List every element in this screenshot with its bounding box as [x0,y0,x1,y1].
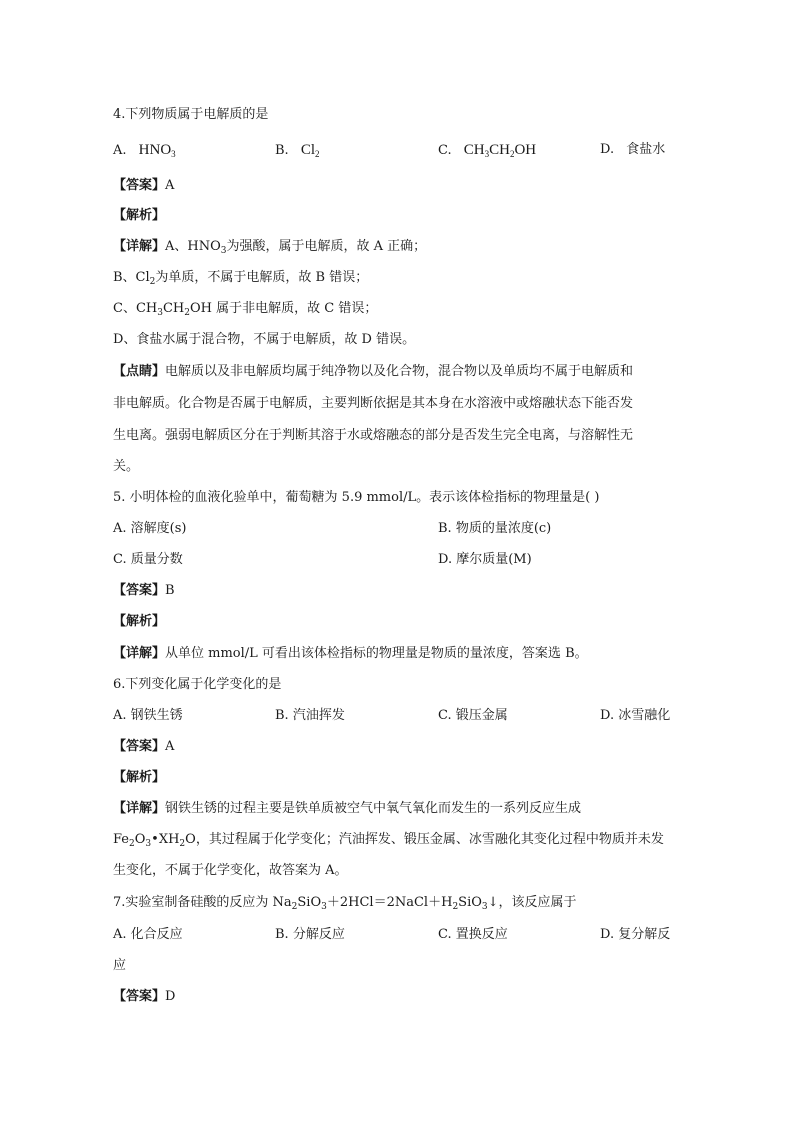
q5-option-d: D. 摩尔质量(M) [438,552,532,567]
q7-option-a: A. 化合反应 [113,927,183,942]
q7-option-d-wrap: 应 [113,958,127,973]
detail-tag: 【详解】 [113,239,166,254]
q4-detail-1: 【详解】A、$HNO_3$为强酸，属于电解质，故 A 正确； [113,239,427,256]
answer-value: A [165,739,175,754]
q6-detail-3: 生变化，不属于化学变化，故答案为 A。 [113,863,348,878]
q6-analysis-tag: 【解析】 [113,770,166,785]
q4-option-b-letter: B. [275,143,289,158]
detail-tag: 【详解】 [113,801,166,816]
answer-value: A [165,178,175,193]
q4-option-b [275,140,320,161]
q7-stem: 7.实验室制备硅酸的反应为 $Na_2SiO_3+2HCl=2NaCl+H_2SiO_3↓$，该反应属于 [113,895,577,912]
q5-analysis-tag: 【解析】 [113,614,166,629]
q4-option-d-text: 食盐水 [626,142,666,157]
q4-option-c [438,140,536,161]
q4-point-line-1: 【点睛】电解质以及非电解质均属于纯净物以及化合物，混合物以及单质均不属于电解质和 [113,364,634,379]
q6-option-b: B. 汽油挥发 [275,708,345,723]
q4-point-line-3: 生电离。强弱电解质区分在于判断其溶于水或熔融态的部分是否发生完全电离，与溶解性无 [113,428,634,443]
q4-point-line-2: 非电解质。化合物是否属于电解质，主要判断依据是其本身在水溶液中或熔融状态下能否发 [113,396,634,411]
detail-tag: 【详解】 [113,646,166,661]
q5-option-b: B. 物质的量浓度(c) [438,521,552,536]
q5-stem: 5. 小明体检的血液化验单中，葡萄糖为 5.9 mmol/L。表示该体检指标的物理量是( ) [113,490,600,505]
q4-option-a-formula: $HNO_3$ [138,142,176,159]
q4-option-a [113,140,176,161]
q4-option-c-letter: C. [438,143,452,158]
q5-option-a: A. 溶解度(s) [113,521,187,536]
q4-option-a-letter: A. [113,143,127,158]
q6-answer [113,737,174,757]
answer-tag: 【答案】 [113,583,166,598]
answer-value: D [165,989,176,1004]
q5-answer [113,581,175,601]
q7-option-d: D. 复分解反 [600,927,671,942]
q4-option-b-formula: $Cl_2$ [300,142,320,159]
q4-option-d-letter: D. [600,142,615,157]
q6-option-c: C. 锻压金属 [438,708,508,723]
point-tag: 【点睛】 [113,364,166,379]
q4-option-c-formula: $CH_3CH_2OH$ [463,142,537,159]
q6-stem: 6.下列变化属于化学变化的是 [113,677,282,692]
q4-answer [113,176,174,196]
answer-tag: 【答案】 [113,739,166,754]
q7-option-b: B. 分解反应 [275,927,345,942]
q6-detail-2: $Fe_2O_3•XH_2O$，其过程属于化学变化；汽油挥发、锻压金属、冰雪融化其变化过程中物质并未发 [113,832,664,849]
q4-detail-3: C、$CH_3CH_2OH$ 属于非电解质，故 C 错误； [113,301,378,318]
q4-option-d [600,140,665,160]
q6-detail-1: 【详解】钢铁生锈的过程主要是铁单质被空气中氧气氧化而发生的一系列反应生成 [113,801,582,816]
q4-analysis-tag: 【解析】 [113,208,166,223]
q6-option-a: A. 钢铁生锈 [113,708,183,723]
q5-option-c: C. 质量分数 [113,552,183,567]
answer-tag: 【答案】 [113,989,166,1004]
q4-stem: 4.下列物质属于电解质的是 [113,107,269,122]
q4-detail-2: B、$Cl_2$为单质，不属于电解质，故 B 错误； [113,270,369,287]
q4-detail-4: D、食盐水属于混合物，不属于电解质，故 D 错误。 [113,332,416,347]
q7-answer [113,987,175,1007]
q4-point-line-4: 关。 [113,459,140,474]
q5-detail: 【详解】从单位 mmol/L 可看出该体检指标的物理量是物质的量浓度，答案选 B。 [113,646,588,661]
q7-option-c: C. 置换反应 [438,927,508,942]
answer-tag: 【答案】 [113,178,166,193]
q6-option-d: D. 冰雪融化 [600,708,671,723]
answer-value: B [165,583,175,598]
